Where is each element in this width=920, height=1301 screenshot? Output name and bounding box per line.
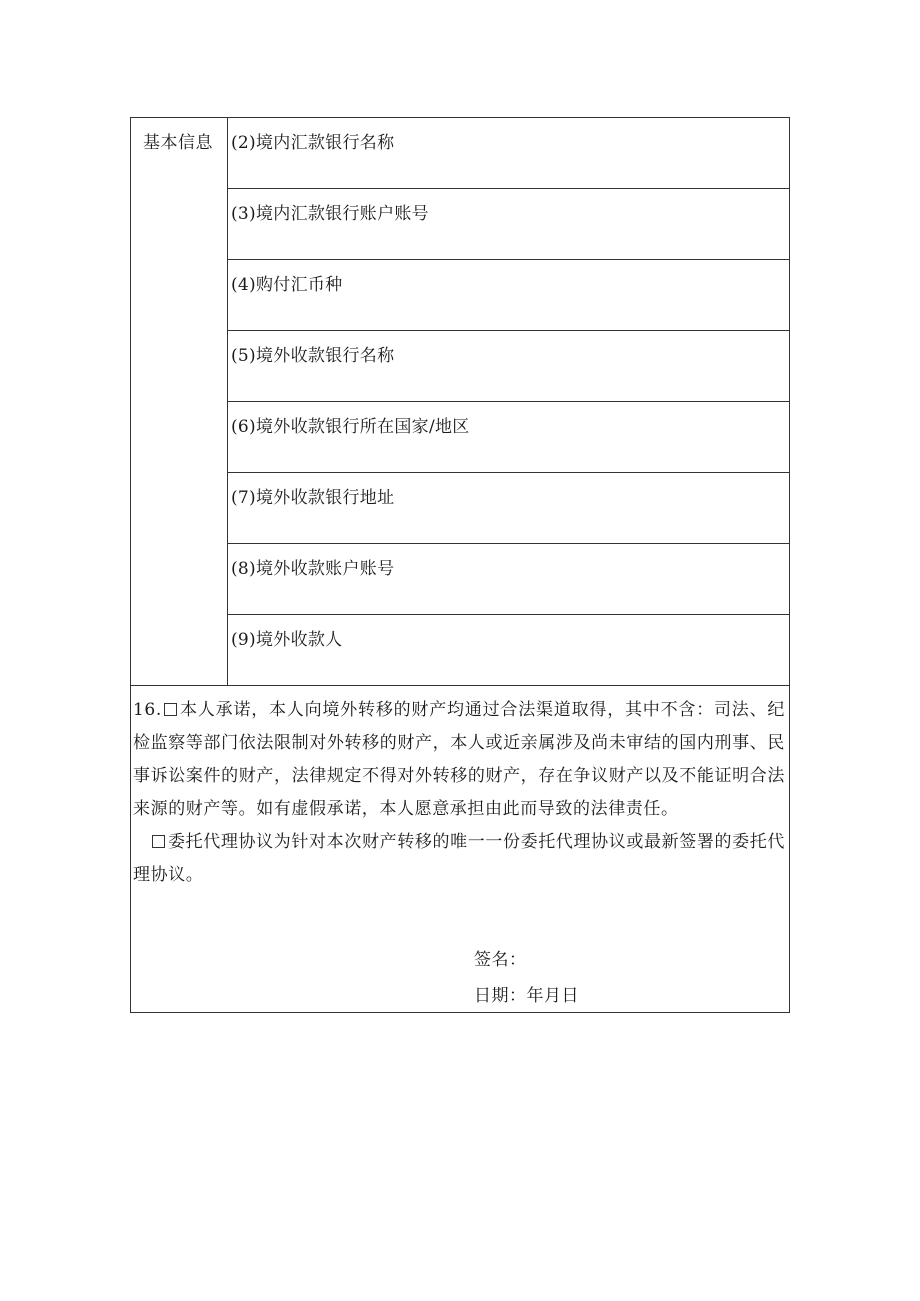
field-label-beneficiary-bank-country: (6)境外收款银行所在国家/地区 (231, 417, 470, 437)
field-row (228, 402, 790, 473)
field-label-currency: (4)购付汇币种 (231, 275, 343, 295)
item-number: 16. (133, 700, 162, 720)
application-form-table (130, 117, 790, 1013)
field-row (228, 260, 790, 331)
beneficiary-bank-address-input[interactable] (234, 516, 774, 538)
field-row (228, 544, 790, 615)
field-label-remitting-account-number: (3)境内汇款银行账户账号 (231, 204, 429, 224)
currency-input[interactable] (234, 303, 774, 325)
signature-label[interactable]: 签名： (474, 950, 527, 970)
field-label-beneficiary-bank-name: (5)境外收款银行名称 (231, 346, 395, 366)
field-row (228, 473, 790, 544)
pledge-checkbox[interactable] (164, 703, 177, 716)
section-label-cell (131, 118, 228, 686)
field-row (228, 615, 790, 686)
remitting-bank-name-input[interactable] (234, 161, 774, 183)
field-label-remitting-bank-name: (2)境内汇款银行名称 (231, 133, 395, 153)
pledge-text: 本人承诺，本人向境外转移的财产均通过合法渠道取得，其中不含：司法、纪检监察等部门依法限制对外转移的财产，本人或近亲属涉及尚未审结的国内刑事、民事诉讼案件的财产，法律规定不得对外转移的财产，存在争议财产以及不能证明合法来源的财产等。如有虚假承诺，本人愿意承担由此而导致的法律责任。 (133, 700, 785, 819)
agency-text: 委托代理协议为针对本次财产转移的唯一一份委托代理协议或最新签署的委托代理协议。 (133, 832, 785, 885)
beneficiary-account-number-input[interactable] (234, 587, 774, 609)
agency-paragraph (131, 826, 789, 892)
field-row (228, 189, 790, 260)
pledge-cell (131, 686, 790, 1013)
beneficiary-input[interactable] (234, 658, 774, 680)
field-row (228, 331, 790, 402)
date-label[interactable]: 日期：年月日 (474, 986, 579, 1006)
remitting-account-number-input[interactable] (234, 232, 774, 254)
section-label: 基本信息 (143, 133, 213, 153)
field-row (228, 118, 790, 189)
signature-block (474, 942, 579, 1014)
pledge-paragraph (131, 686, 789, 826)
field-label-beneficiary-account-number: (8)境外收款账户账号 (231, 559, 395, 579)
field-label-beneficiary: (9)境外收款人 (231, 630, 343, 650)
field-label-beneficiary-bank-address: (7)境外收款银行地址 (231, 488, 395, 508)
beneficiary-bank-name-input[interactable] (234, 374, 774, 396)
beneficiary-bank-country-input[interactable] (234, 445, 774, 467)
agency-checkbox[interactable] (152, 835, 165, 848)
